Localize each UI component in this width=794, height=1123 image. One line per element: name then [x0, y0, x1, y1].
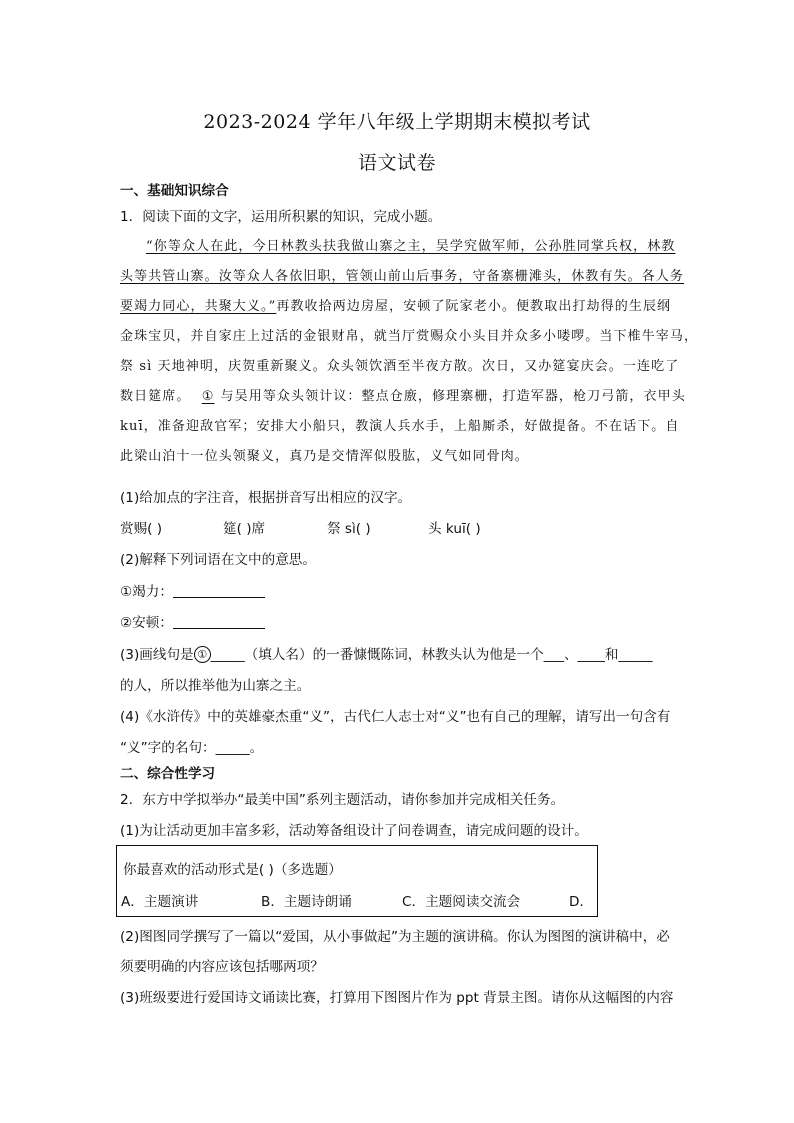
survey-option-d[interactable]: D． [569, 894, 594, 910]
section2-sub-question-2-line-1: (2)图图同学撰写了一篇以“爱国，从小事做起”为主题的演讲稿。你认为图图的演讲稿中，必 [120, 929, 670, 945]
sub-question-3-prefix: (3)画线句是 [120, 647, 194, 663]
question2-stem: 2．东方中学拟举办“最美中国”系列主题活动，请你参加并完成相关任务。 [120, 792, 565, 808]
definition-row-2 [120, 613, 265, 633]
definition-answer-1[interactable] [173, 583, 265, 598]
section2-sub-question-3-line-1: (3)班级要进行爱国诗文诵读比赛，打算用下图图片作为 ppt 背景主图。请你从这幅图的内容 [120, 990, 674, 1006]
survey-option-b[interactable]: B．主题诗朗诵 [261, 894, 352, 910]
section2-heading: 二、综合性学习 [120, 766, 216, 782]
definition-label-2: ②安顿： [120, 615, 173, 631]
pinyin-item-1[interactable]: 赏赐( ) [120, 521, 163, 537]
passage-line-6 [120, 387, 686, 407]
passage-line-8: 此梁山泊十一位头领聚义，真乃是交情浑似股肱，义气如同骨肉。 [120, 449, 529, 464]
question1-stem: 1．阅读下面的文字，运用所积累的知识，完成小题。 [120, 209, 442, 225]
survey-question-box [116, 845, 598, 917]
section2-sub-question-1: (1)为让活动更加丰富多彩，活动筹备组设计了问卷调查，请完成问题的设计。 [120, 823, 588, 839]
definition-row-1 [120, 582, 265, 602]
survey-option-c[interactable]: C．主题阅读交流会 [402, 894, 521, 910]
passage-blank-marker: ① [201, 389, 215, 404]
passage-line-2: 头等共管山寨。汝等众人各依旧职，管领山前山后事务，守备寨栅滩头，休教有失。各人务 [120, 269, 685, 284]
passage-line-6-rest: 与吴用等众头领计议：整点仓廒，修理寨栅，打造军器，枪刀弓箭，衣甲头 [220, 389, 686, 404]
sub-question-3-rest: _____（填人名）的一番慷慨陈词，林教头认为他是一个___、____和_____ [210, 647, 653, 663]
passage-line-5: 祭 sì 天地神明，庆贺重新聚义。众头领饮酒至半夜方散。次日，又办筵宴庆会。一连吃了 [120, 359, 680, 374]
passage-underlined-end: 要竭力同心，共聚大义。” [120, 299, 277, 314]
pinyin-item-2[interactable]: 筵( )席 [223, 521, 266, 537]
survey-question: 你最喜欢的活动形式是( )（多选题） [123, 862, 342, 878]
section1-heading: 一、基础知识综合 [120, 183, 229, 199]
sub-question-3-line-2: 的人，所以推举他为山寨之主。 [120, 678, 311, 694]
sub-question-3-line-1 [120, 645, 652, 665]
passage-line-6-start: 数日筵席。 [120, 389, 191, 404]
sub-question-4-line-2: “义”字的名句：_____。 [120, 740, 264, 756]
sub-question-1: (1)给加点的字注音，根据拼音写出相应的汉字。 [120, 490, 412, 506]
pinyin-item-3[interactable]: 祭 sì( ) [327, 521, 371, 537]
passage-line-7: kuī，准备迎敌官军；安排大小船只，教演人兵水手，上船厮杀，好做提备。不在话下。自 [120, 419, 680, 434]
passage-line-3-rest: 再教收拾两边房屋，安顿了阮家老小。便教取出打劫得的生辰纲 [276, 299, 672, 314]
circled-number-1: ① [194, 646, 211, 663]
definition-answer-2[interactable] [173, 614, 265, 629]
sub-question-2: (2)解释下列词语在文中的意思。 [120, 552, 316, 568]
sub-question-4-line-1: (4)《水浒传》中的英雄豪杰重“义”，古代仁人志士对“义”也有自己的理解，请写出一句含有 [120, 709, 671, 725]
pinyin-item-4[interactable]: 头 kuī( ) [428, 521, 481, 537]
passage-line-1: “你等众人在此，今日林教头扶我做山寨之主，吴学究做军师，公孙胜同掌兵权，林教 [146, 239, 676, 254]
passage-line-4: 金珠宝贝，并自家庄上过活的金银财帛，就当厅赏赐众小头目并众多小喽啰。当下椎牛宰马， [120, 329, 699, 344]
survey-option-a[interactable]: A．主题演讲 [121, 894, 199, 910]
exam-subtitle: 语文试卷 [357, 152, 436, 174]
passage-line-3 [120, 297, 671, 317]
exam-title: 2023-2024 学年八年级上学期期末模拟考试 [203, 111, 591, 133]
section2-sub-question-2-line-2: 须要明确的内容应该包括哪两项？ [120, 959, 324, 975]
definition-label-1: ①竭力： [120, 584, 173, 600]
